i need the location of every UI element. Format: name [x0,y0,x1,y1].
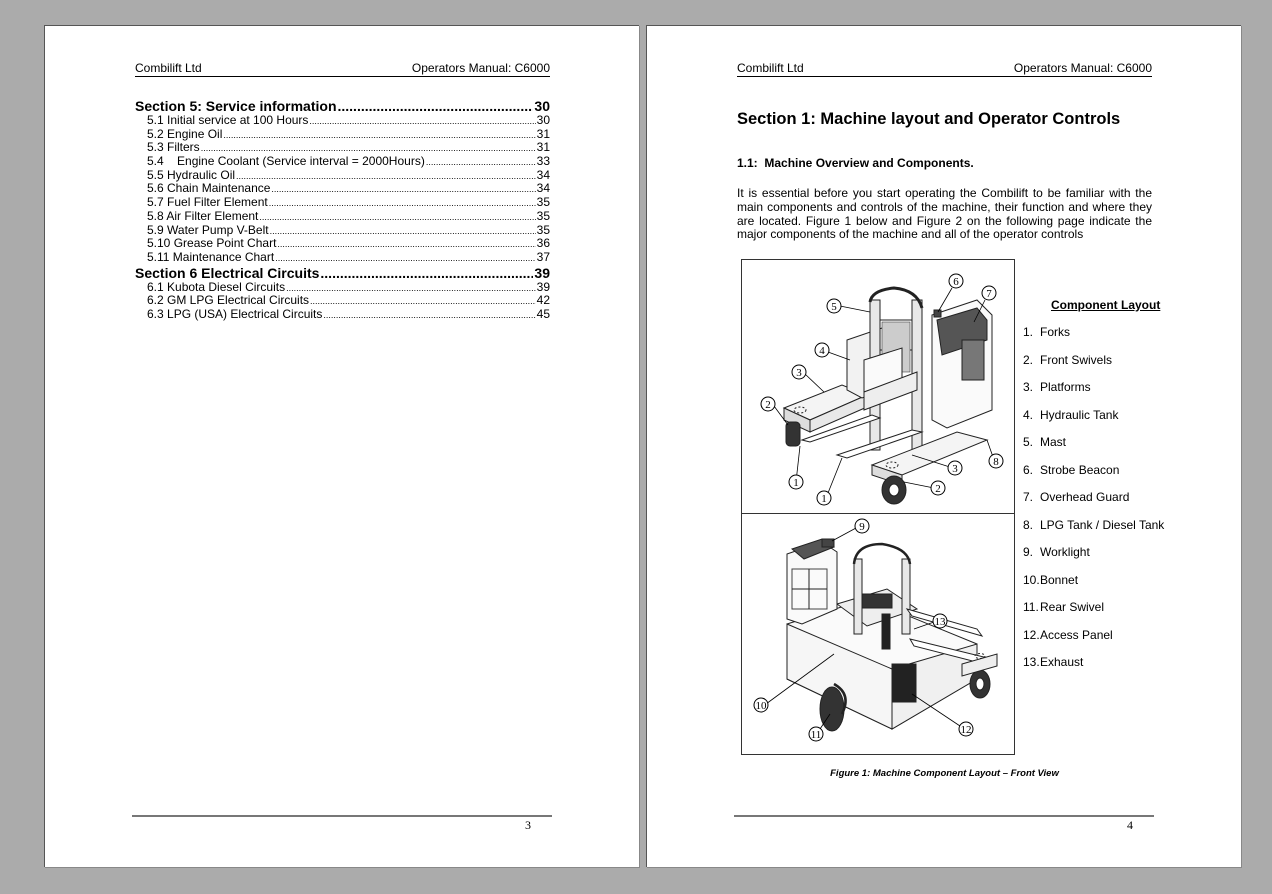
svg-text:2: 2 [935,483,941,495]
toc-label: 5.1 Initial service at 100 Hours [147,113,309,127]
table-of-contents [135,98,550,322]
svg-text:11: 11 [810,729,822,741]
toc-entry-section-6[interactable] [135,265,550,281]
toc-label: 5.2 Engine Oil [147,126,223,141]
toc-page: 31 [536,126,550,141]
toc-entry[interactable] [135,251,550,265]
toc-label: 5.3 Filters [147,140,200,155]
legend-item: 12. Access Panel [1023,627,1113,642]
svg-text:3: 3 [796,367,802,379]
page-number: 4 [1127,818,1133,832]
legend-item: 13. Exhaust [1023,655,1084,669]
footer-rule [734,815,1154,817]
page-header [737,61,1152,77]
toc-label: Section 5: Service information [135,98,337,114]
toc-entry[interactable] [135,141,550,155]
toc-entry[interactable] [135,237,550,251]
toc-leader [277,237,535,252]
toc-entry[interactable] [135,294,550,308]
forklift-front-illustration [742,260,1014,513]
toc-entry[interactable] [135,182,550,196]
toc-leader [426,155,536,170]
toc-page: 39 [534,264,550,281]
legend-item: 9. Worklight [1023,545,1090,559]
figure-rear-view [742,514,1014,754]
toc-label: 5.9 Water Pump V-Belt [147,222,269,237]
toc-entry[interactable] [135,169,550,183]
toc-page: 30 [536,113,550,127]
toc-entry[interactable] [135,308,550,322]
toc-leader [323,308,535,323]
component-legend [1023,298,1193,683]
toc-label: 5.8 Air Filter Element [147,208,259,223]
document-page-4 [646,25,1241,867]
toc-leader [270,224,536,239]
svg-text:4: 4 [819,345,825,357]
toc-leader [309,114,535,129]
toc-leader [236,169,536,184]
intro-paragraph: It is essential before you start operating the Combilift to be familiar with the main components and controls of the machine, their function and where they are located. Figure 1 below and Figure 2 on the following page indicate the major components of the machine and all of the operator controls [737,186,1152,242]
legend-item: 1. Forks [1023,325,1070,339]
toc-label: 5.11 Maintenance Chart [147,249,275,264]
legend-item: 3. Platforms [1023,380,1091,394]
header-company: Combilift Ltd [737,61,804,75]
toc-label: 5.4 Engine Coolant (Service interval = 2000Hours) [147,154,425,169]
svg-text:7: 7 [986,288,992,300]
toc-leader [223,128,535,143]
svg-text:2: 2 [765,399,771,411]
toc-entry[interactable] [135,281,550,295]
svg-text:8: 8 [993,456,999,468]
toc-leader [269,196,536,211]
toc-label: 6.3 LPG (USA) Electrical Circuits [147,306,323,321]
toc-entry[interactable] [135,128,550,142]
toc-page: 35 [536,195,550,210]
forklift-rear-illustration [742,514,1014,754]
toc-page: 45 [536,306,550,321]
svg-text:9: 9 [859,521,865,533]
toc-leader [338,98,534,114]
toc-label: 6.2 GM LPG Electrical Circuits [147,293,310,308]
page-header [135,61,550,77]
toc-page: 42 [536,293,550,308]
figure-front-view [742,260,1014,513]
toc-entry[interactable] [135,155,550,169]
toc-entry[interactable] [135,224,550,238]
svg-text:12: 12 [960,724,972,736]
toc-leader [286,281,536,296]
toc-page: 37 [536,249,550,264]
toc-entry-section-5[interactable] [135,98,550,114]
section-title: Section 1: Machine layout and Operator Controls [737,110,1121,128]
legend-item: 11. Rear Swivel [1023,600,1105,614]
toc-label: Section 6 Electrical Circuits [135,264,320,281]
toc-page: 35 [536,222,550,237]
toc-page: 35 [536,208,550,223]
toc-entry[interactable] [135,196,550,210]
toc-leader [275,251,535,266]
svg-text:6: 6 [953,276,959,288]
header-company: Combilift Ltd [135,61,202,75]
toc-label: 5.7 Fuel Filter Element [147,195,268,210]
svg-text:1: 1 [793,477,799,489]
subsection-title: 1.1: Machine Overview and Components. [737,156,974,170]
toc-label: 6.1 Kubota Diesel Circuits [147,279,286,294]
legend-item: 8. LPG Tank / Diesel Tank [1023,517,1165,532]
toc-label: 5.6 Chain Maintenance [147,181,271,196]
toc-entry[interactable] [135,114,550,128]
toc-page: 36 [536,236,550,251]
toc-page: 34 [536,167,550,182]
toc-page: 30 [534,98,550,114]
toc-page: 39 [536,279,550,294]
legend-item: 5. Mast [1023,435,1067,449]
toc-entry[interactable] [135,210,550,224]
toc-page: 33 [536,154,550,169]
legend-item: 7. Overhead Guard [1023,490,1130,504]
page-number: 3 [525,818,531,832]
toc-leader [271,182,535,197]
legend-item: 6. Strobe Beacon [1023,462,1120,477]
legend-item: 10. Bonnet [1023,572,1079,587]
svg-text:10: 10 [755,700,767,712]
legend-item: 2. Front Swivels [1023,352,1113,367]
toc-leader [310,294,536,309]
figure-caption: Figure 1: Machine Component Layout – Front View [830,768,1059,779]
svg-text:1: 1 [821,493,827,505]
svg-text:5: 5 [831,301,837,313]
toc-label: 5.5 Hydraulic Oil [147,167,236,182]
machine-component-figure [741,259,1015,755]
svg-text:13: 13 [934,616,946,628]
toc-leader [320,265,533,281]
toc-label: 5.10 Grease Point Chart [147,236,277,251]
toc-leader [259,210,535,225]
document-page-3 [44,25,639,867]
footer-rule [132,815,552,817]
legend-title: Component Layout [1051,298,1161,312]
toc-page: 31 [536,140,550,155]
toc-page: 34 [536,181,550,196]
header-manual-title: Operators Manual: C6000 [411,61,550,75]
header-manual-title: Operators Manual: C6000 [1013,61,1152,75]
svg-text:3: 3 [952,463,958,475]
legend-item: 4. Hydraulic Tank [1023,407,1119,422]
